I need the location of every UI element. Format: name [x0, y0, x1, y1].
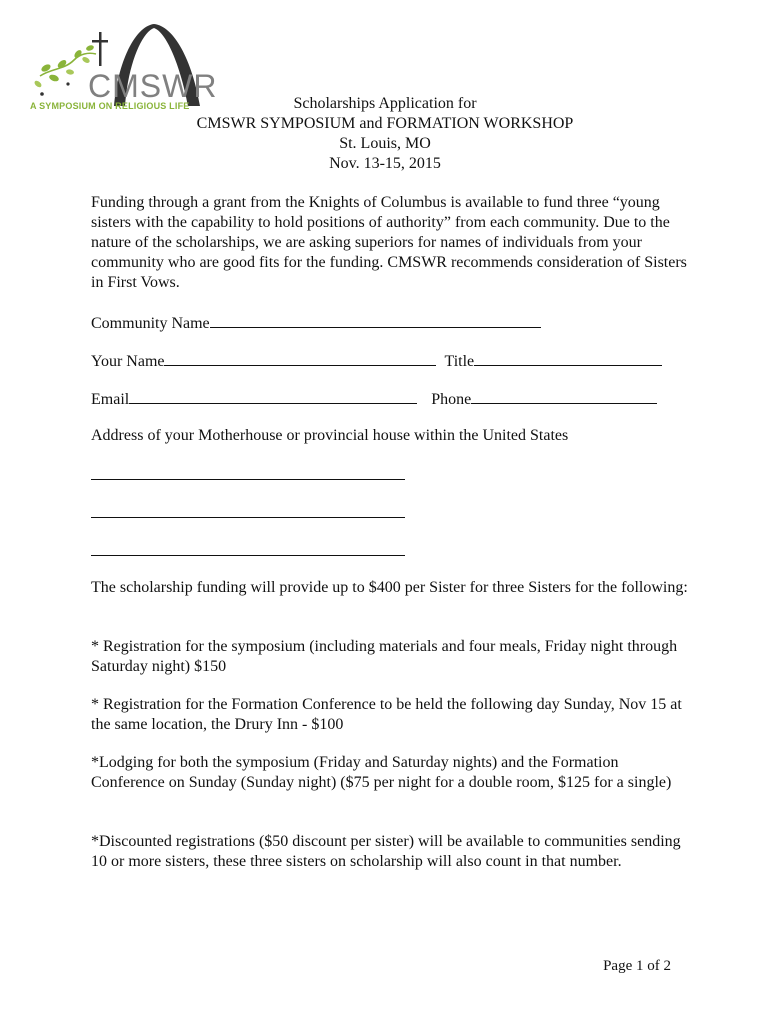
email-row: [91, 388, 657, 410]
header-event: CMSWR SYMPOSIUM and FORMATION WORKSHOP: [196, 115, 574, 132]
community-name-label: Community Name: [91, 315, 210, 332]
title-field[interactable]: [474, 350, 662, 366]
logo-wordmark: CMSWR: [88, 68, 218, 104]
intro-paragraph: Funding through a grant from the Knights of Columbus is available to fund three “young sisters with the capability to hold positions of authority” from each community. Due to the nature of the scholarships, we are asking superiors for names of individuals from your community who are good fits for the funding. CMSWR recommends consideration of Sisters in First Vows.: [91, 194, 687, 291]
funding-intro: The scholarship funding will provide up to $400 per Sister for three Sisters for the following:: [91, 579, 688, 596]
phone-field[interactable]: [471, 388, 657, 404]
address-line-1[interactable]: [91, 479, 405, 480]
page-number: Page 1 of 2: [603, 958, 671, 974]
phone-label: Phone: [431, 391, 472, 408]
funding-item-discount: *Discounted registrations ($50 discount per sister) will be available to communities sending 10 or more sisters, these three sisters on scholarship will also count in that number.: [91, 833, 681, 870]
header-date: Nov. 13-15, 2015: [329, 155, 441, 172]
your-name-label: Your Name: [91, 353, 165, 370]
address-line-3[interactable]: [91, 555, 405, 556]
community-name-row: [91, 312, 541, 334]
funding-item-lodging: *Lodging for both the symposium (Friday and Saturday nights) and the Formation Conference on Sunday (Sunday night) ($75 per night for a double room, $125 for a single): [91, 754, 672, 791]
email-field[interactable]: [129, 388, 417, 404]
document-header: [0, 94, 770, 174]
address-label: Address of your Motherhouse or provincial house within the United States: [91, 427, 569, 444]
funding-item-formation: * Registration for the Formation Conference to be held the following day Sunday, Nov 15 at the same location, the Drury Inn - $100: [91, 696, 682, 733]
community-name-field[interactable]: [210, 312, 541, 328]
logo-tagline: A SYMPOSIUM ON RELIGIOUS LIFE: [30, 101, 190, 111]
title-label: Title: [444, 353, 475, 370]
header-title: Scholarships Application for: [293, 95, 477, 112]
your-name-row: [91, 350, 662, 372]
header-location: St. Louis, MO: [339, 135, 431, 152]
address-line-2[interactable]: [91, 517, 405, 518]
your-name-field[interactable]: [164, 350, 436, 366]
email-label: Email: [91, 391, 130, 408]
funding-item-registration: * Registration for the symposium (including materials and four meals, Friday night through Saturday night) $150: [91, 638, 678, 675]
